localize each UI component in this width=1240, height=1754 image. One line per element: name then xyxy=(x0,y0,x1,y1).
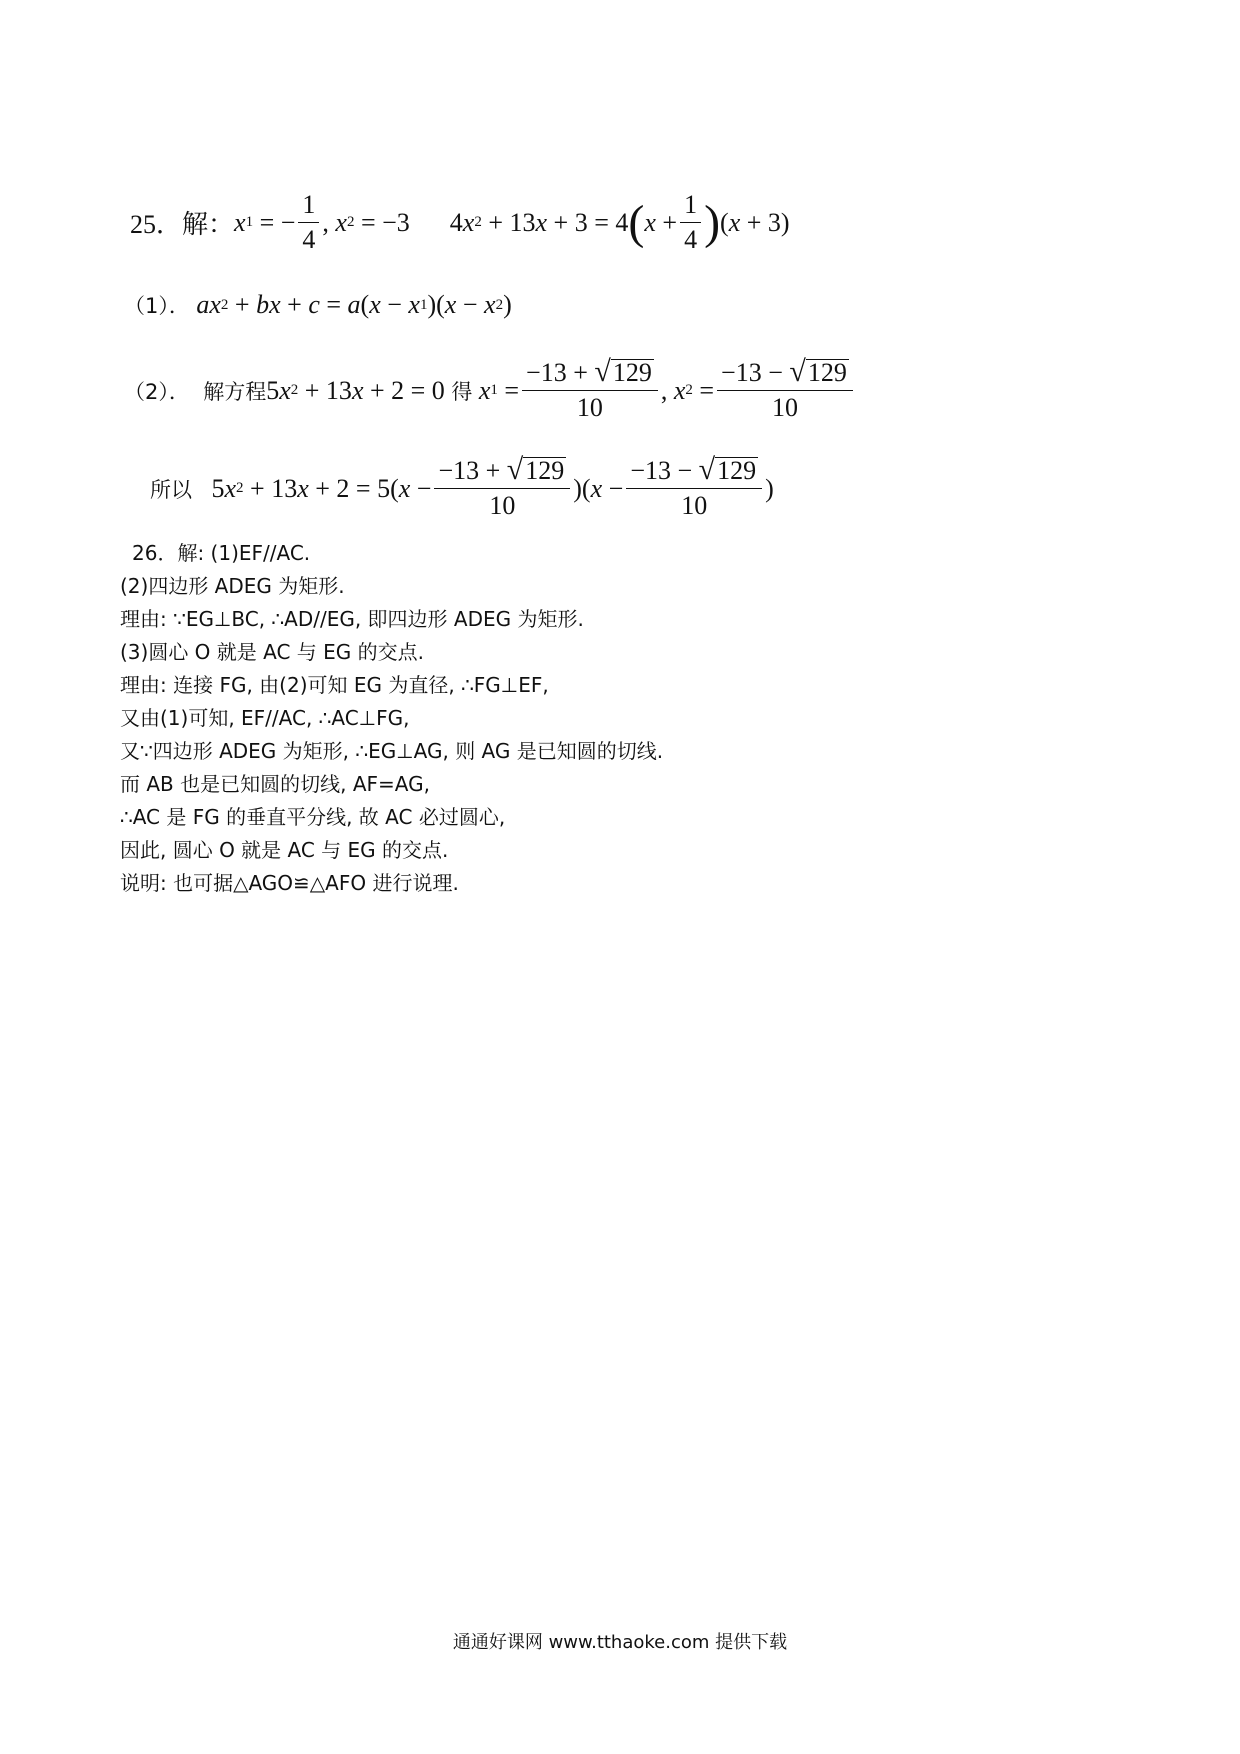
q26-line-5: 又由(1)可知, EF//AC, ∴AC⊥FG, xyxy=(120,706,410,730)
q26-line-9: 因此, 圆心 O 就是 AC 与 EG 的交点. xyxy=(120,838,449,862)
fraction-one-quarter: $\frac{1}{4}$ xyxy=(298,190,319,255)
q26-line-2: 理由: ∵EG⊥BC, ∴AD//EG, 即四边形 ADEG 为矩形. xyxy=(120,607,584,631)
q25-label: 25．解： xyxy=(130,210,235,239)
q26-line-4: 理由: 连接 FG, 由(2)可知 EG 为直径, ∴FG⊥EF, xyxy=(120,673,549,697)
root-x1-fraction: −13 + √ 129 10 xyxy=(522,358,658,423)
root-x2-fraction: −13 − √ 129 10 xyxy=(717,358,853,423)
q26-line-8: ∴AC 是 FG 的垂直平分线, 故 AC 必过圆心, xyxy=(120,805,506,829)
page-footer: 通通好课网 www.tthaoke.com 提供下载 xyxy=(452,1632,788,1653)
q26-line-3: (3)圆心 O 就是 AC 与 EG 的交点. xyxy=(120,640,425,664)
q26-line-0: 26．解: (1)EF//AC. xyxy=(132,541,311,565)
q26-line-1: (2)四边形 ADEG 为矩形. xyxy=(120,574,345,598)
q26-line-7: 而 AB 也是已知圆的切线, AF=AG, xyxy=(120,772,430,796)
q25-part2: （2）． 解方程 5 x 2 + 13 x + 2 = 0 得 x 1 = −13 + √ 129 10 , x 2 = −13 − √ 129 10 xyxy=(124,358,856,423)
q25-conclusion: 所以 5 x 2 + 13 x + 2 = 5( x − −13 + √ 129 10 )( x − −13 − √ 129 10 ) xyxy=(150,453,774,520)
q25-part1: （1）． ax 2 + bx + c = a ( x − x 1 )( x − x 2 ) xyxy=(124,290,512,319)
q26-line-10: 说明: 也可据△AGO≌△AFO 进行说理. xyxy=(120,871,459,895)
q26-line-6: 又∵四边形 ADEG 为矩形, ∴EG⊥AG, 则 AG 是已知圆的切线. xyxy=(120,739,664,763)
q25-line-roots: 25．解： x 1 = − $\frac{1}{4}$ , x 2 = −3 4 x 2 + 13 x + 3 = 4 ( x + $\frac{1}{4}$ ) ( x + 3) xyxy=(130,190,790,254)
